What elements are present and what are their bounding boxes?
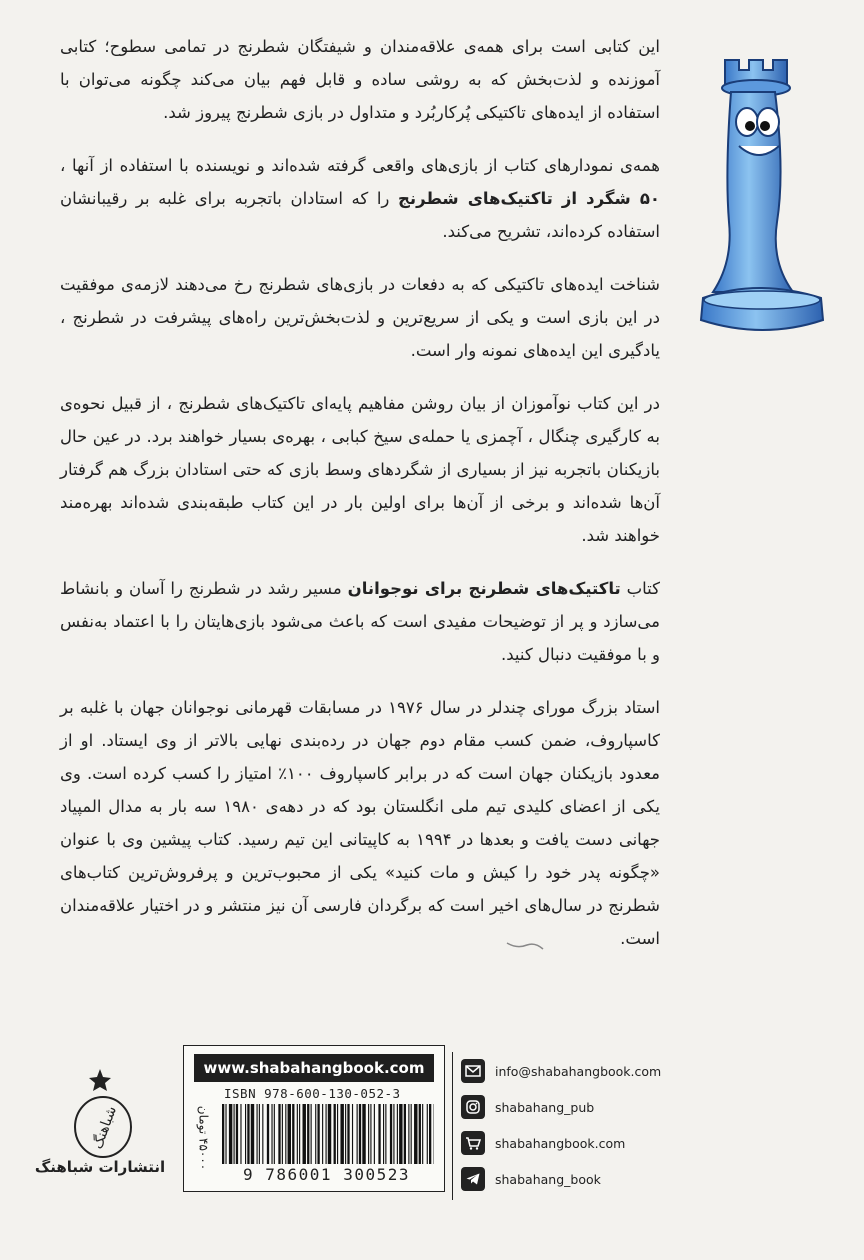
barcode-bar	[311, 1104, 312, 1164]
barcode-bar	[307, 1104, 309, 1164]
barcode-bar	[352, 1104, 353, 1164]
barcode-bar	[282, 1104, 283, 1164]
rook-mascot-illustration	[695, 50, 830, 345]
email-icon	[461, 1059, 485, 1083]
barcode-bar	[374, 1104, 375, 1164]
barcode-bar	[288, 1104, 291, 1164]
barcode-bar	[399, 1104, 402, 1164]
barcode-bar	[362, 1104, 365, 1164]
barcode-bar	[340, 1104, 343, 1164]
paragraph-diagrams	[60, 149, 660, 248]
barcode-bar	[404, 1104, 406, 1164]
barcode-bar	[419, 1104, 421, 1164]
barcode-digits: 9 786001 300523	[243, 1165, 410, 1184]
contact-email[interactable]	[461, 1058, 661, 1084]
barcode-bar	[334, 1104, 336, 1164]
barcode-bar	[259, 1104, 260, 1164]
barcode-bar	[414, 1104, 417, 1164]
paragraph-book-title	[60, 572, 660, 671]
contact-list	[452, 1052, 661, 1200]
barcode-bar	[236, 1104, 238, 1164]
barcode-bar	[368, 1104, 369, 1164]
barcode-bar	[234, 1104, 235, 1164]
barcode-bar	[345, 1104, 346, 1164]
pen-mark	[505, 935, 545, 953]
barcode-bar	[229, 1104, 232, 1164]
barcode-bar	[359, 1104, 361, 1164]
barcode-bar	[245, 1104, 246, 1164]
barcode-bar	[274, 1104, 275, 1164]
barcode-bar	[370, 1104, 371, 1164]
contact-telegram-text: shabahang_book	[495, 1171, 601, 1187]
paragraph-tactical-ideas: شناخت ایده‌های تاکتیکی که به دفعات در بازی‌های شطرنج رخ می‌دهند لازمه‌ی موفقیت در این بازی است و یکی از سریع‌ترین و لذت‌بخش‌ترین راه‌های پیشرفت در شطرنج ، یادگیری این ایده‌های نمونه وار است.	[60, 275, 660, 360]
barcode-bar	[385, 1104, 386, 1164]
barcode-bar	[267, 1104, 269, 1164]
barcode-bar	[262, 1104, 263, 1164]
barcode-bar	[257, 1104, 258, 1164]
paragraph-diagrams-start: همه‌ی نمودارهای کتاب از بازی‌های واقعی گرفته شده‌اند و نویسنده با استفاده از آنها ،	[60, 156, 660, 175]
barcode-bar	[297, 1104, 298, 1164]
paragraph-diagrams-bold: ۵۰ شگرد از تاکتیک‌های شطرنج	[397, 189, 660, 208]
barcode-bar	[408, 1104, 409, 1164]
barcode-bar	[278, 1104, 280, 1164]
barcode-bar	[322, 1104, 323, 1164]
barcode-bar	[225, 1104, 226, 1164]
barcode-bar	[285, 1104, 286, 1164]
barcode-box	[183, 1045, 445, 1192]
description-text	[60, 30, 660, 975]
contact-shop-text: shabahangbook.com	[495, 1135, 626, 1151]
barcode-bar	[357, 1104, 358, 1164]
paragraph-intro: این کتابی است برای همه‌ی علاقه‌مندان و شیفتگان شطرنج در تمامی سطوح؛ کتابی آموزنده و لذت‌بخش که به روشی ساده و قابل فهم بیان می‌کند چگونه می‌توان با استفاده از ایده‌های تاکتیکی پُرکاربُرد و متداول در بازی شطرنج پیروز شد.	[60, 37, 660, 122]
barcode-bar	[393, 1104, 394, 1164]
shopping-cart-icon	[461, 1131, 485, 1155]
paragraph-author-bio: استاد بزرگ مورای چندلر در سال ۱۹۷۶ در مسابقات قهرمانی نوجوانان جهان با غلبه بر کاسپاروف، ضمن کسب مقام دوم جهان در رده‌بندی نهایی بالاتر از وی ایستاد. او از معدود بازیکنان جهان است که در برابر کاسپاروف ۱۰۰٪ امتیاز را کسب کرده است. وی یکی از اعضای کلیدی تیم ملی انگلستان بود که در دهه‌ی ۱۹۸۰ سه بار به مدال المپیاد جهانی دست یافت و بعدها در ۱۹۹۴ به کاپیتانی این تیم رسید. کتاب پیشین وی با عنوان «چگونه پدر خود را کیش و مات کنید» یکی از محبوب‌ترین و پرفروش‌ترین کتاب‌های شطرنج در سال‌های اخیر است که برگردان فارسی آن نیز منتشر و در اختیار علاقه‌مندان است.	[60, 698, 660, 948]
barcode-bar	[299, 1104, 300, 1164]
barcode-bar	[422, 1104, 423, 1164]
paragraph-book-title-end: مسیر رشد در شطرنج را آسان و بانشاط می‌سازد و پر از توضیحات مفیدی است که باعث می‌شود بازی‌هایتان را با اعتماد به‌نفس و با موفقیت دنبال کنید.	[60, 579, 660, 664]
barcode-bar	[292, 1104, 294, 1164]
website-url: www.shabahangbook.com	[194, 1054, 434, 1082]
barcode-bar	[383, 1104, 384, 1164]
barcode-bar	[337, 1104, 338, 1164]
barcode-bar	[429, 1104, 431, 1164]
barcode-bar	[427, 1104, 428, 1164]
paragraph-beginners: در این کتاب نوآموزان از بیان روشن مفاهیم پایه‌ای تاکتیک‌های شطرنج ، از قبیل نحوه‌ی به کارگیری چنگال ، آچمزی یا حمله‌ی سیخ کبابی ، بهره‌ی بسیار خواهند برد. در عین حال بازیکنان باتجربه نیز از بسیاری از شگردهای وسط بازی که حتی استادان بزرگ هم گرفتار آن‌ها شده‌اند و برخی از آن‌ها برای اولین بار در این کتاب طبقه‌بندی شده‌اند بهره‌مند خواهند شد.	[60, 394, 660, 545]
barcode-bar	[303, 1104, 306, 1164]
barcode-bar	[317, 1104, 319, 1164]
barcode-bar	[315, 1104, 316, 1164]
barcode-bar	[247, 1104, 249, 1164]
contact-shop[interactable]	[461, 1130, 661, 1156]
barcode-bar	[390, 1104, 392, 1164]
barcode-bar	[240, 1104, 241, 1164]
barcode-bar	[271, 1104, 272, 1164]
contact-instagram-text: shabahang_pub	[495, 1099, 595, 1115]
paragraph-book-title-start: کتاب	[620, 579, 661, 598]
barcode-bar	[397, 1104, 398, 1164]
barcode-bar	[326, 1104, 327, 1164]
barcode-bar	[222, 1104, 224, 1164]
publisher-logo-text: شباهنگ	[89, 1104, 120, 1152]
barcode-bar	[347, 1104, 349, 1164]
contact-email-text: info@shabahangbook.com	[495, 1063, 662, 1079]
paragraph-book-title-bold: تاکتیک‌های شطرنج برای نوجوانان	[347, 579, 621, 598]
paragraph-diagrams-end: را که استادان باتجربه برای غلبه بر رقیبانشان استفاده کرده‌اند، تشریح می‌کند.	[60, 189, 660, 241]
telegram-icon	[461, 1167, 485, 1191]
contact-instagram[interactable]	[461, 1094, 661, 1120]
instagram-icon	[461, 1095, 485, 1119]
price-text: ۴۵۰۰۰ تومان	[196, 1105, 211, 1171]
publisher-name: انتشارات شباهنگ	[34, 1158, 166, 1176]
barcode-bar	[378, 1104, 380, 1164]
isbn-text: ISBN 978-600-130-052-3	[224, 1086, 401, 1101]
contact-telegram[interactable]	[461, 1166, 661, 1192]
barcode-bar	[411, 1104, 412, 1164]
publisher-logo	[70, 1065, 136, 1160]
barcode-bars	[222, 1104, 434, 1164]
barcode-bar	[251, 1104, 254, 1164]
barcode-bar	[328, 1104, 331, 1164]
